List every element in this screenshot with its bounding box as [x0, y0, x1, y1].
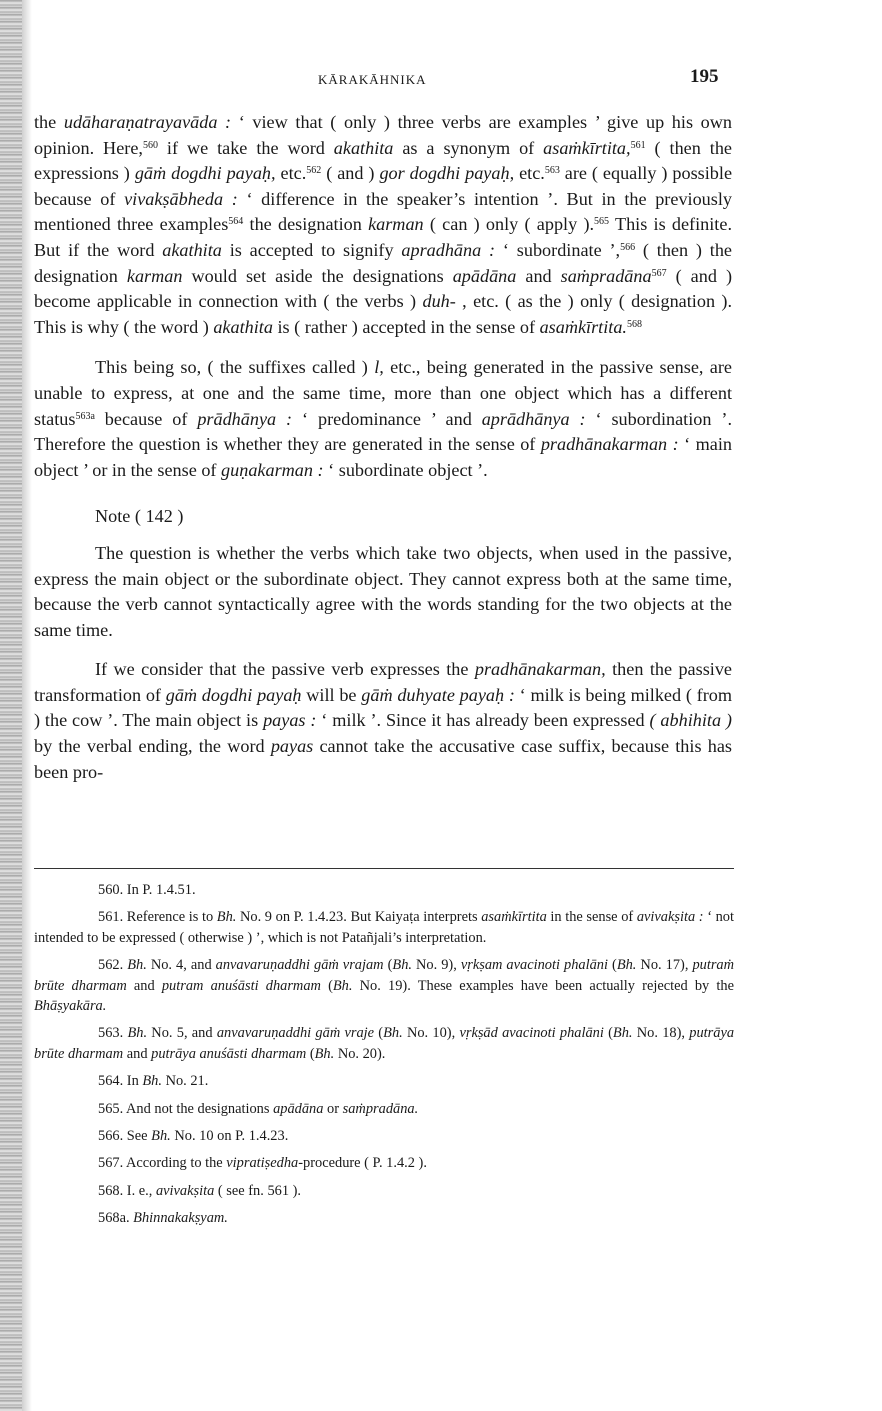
- text-run: -procedure ( P. 1.4.2 ).: [298, 1155, 427, 1172]
- footnote: [34, 1126, 734, 1146]
- italic-term: Bh.: [142, 1073, 162, 1090]
- text-run: is ( rather ) accepted in the sense of: [272, 316, 540, 337]
- italic-term: asaṁkīrtita.: [539, 316, 627, 337]
- text-run: 568a.: [98, 1210, 134, 1227]
- text-run: ( and ) become applicable in connection with ( the verbs ): [34, 265, 732, 312]
- footnote-ref: 567: [651, 267, 667, 279]
- text-run: in the sense of: [546, 909, 637, 926]
- footnote-ref: 560: [142, 139, 158, 151]
- text-run: ‘ subordinate object ’.: [323, 459, 488, 480]
- text-run: and: [126, 977, 162, 994]
- text-run: and: [123, 1045, 152, 1062]
- italic-term: Bh.: [332, 977, 353, 994]
- text-run: ( then the expressions ): [34, 137, 732, 184]
- paragraph-1: [34, 110, 732, 340]
- note-heading: Note ( 142 ): [95, 506, 184, 527]
- footnote: [34, 1208, 734, 1228]
- italic-term: saṁpradāna.: [342, 1100, 419, 1117]
- italic-term: pradhānakarman :: [540, 434, 679, 455]
- text-run: No. 10),: [402, 1025, 460, 1042]
- footnote: [34, 880, 734, 900]
- text-run: ( then ) the designation: [34, 239, 732, 286]
- italic-term: karman: [368, 214, 424, 235]
- text-run: ( see fn. 561 ).: [214, 1182, 302, 1199]
- italic-term: putraṁ brūte dharmam: [34, 957, 735, 994]
- footnote-ref: 563: [544, 165, 560, 177]
- italic-term: payas: [270, 736, 314, 757]
- text-run: (: [607, 957, 617, 974]
- italic-term: saṁpradāna: [560, 265, 652, 286]
- text-run: The question is whether the verbs which take two objects, when used in the passive, express the main object or the subordinate object. They cannot express both at the same time, because the verb cannot syntactically agree with the words standing for the two objects at the same time.: [34, 542, 732, 640]
- italic-term: prādhānya :: [197, 408, 293, 429]
- footnote: [34, 1099, 734, 1119]
- main-text: [34, 110, 732, 785]
- footnote-ref: 566: [620, 241, 636, 253]
- text-run: No. 4, and: [146, 957, 216, 974]
- italic-term: udāharaṇatrayavāda :: [63, 112, 232, 132]
- text-run: No. 5, and: [147, 1025, 217, 1042]
- text-run: ‘ difference in the speaker’s intention ’. But in the previously mentioned three examples: [34, 188, 732, 235]
- footnote-divider: [34, 868, 734, 869]
- footnotes: [34, 880, 734, 1236]
- italic-term: Bh.: [127, 957, 147, 974]
- italic-term: vṛkṣād avacinoti phalāni: [459, 1025, 604, 1042]
- page-header: [0, 66, 882, 96]
- italic-term: Bh.: [383, 1025, 403, 1042]
- page-number: 195: [690, 66, 719, 87]
- italic-term: asaṁkīrtita,: [543, 137, 631, 158]
- text-run: 564. In: [98, 1073, 143, 1090]
- text-run: then the passive transformation of: [34, 659, 732, 705]
- text-run: the: [34, 112, 64, 132]
- paragraph-4: [34, 657, 732, 785]
- text-run: are ( equally ) possible because of: [34, 163, 733, 209]
- footnote-ref: 565: [594, 216, 610, 228]
- text-run: This is definite. But if the word: [34, 214, 732, 260]
- italic-term: anvavaruṇaddhi gāṁ vrajam: [215, 957, 384, 974]
- text-run: cannot take the accusative case suffix, because this has been pro-: [34, 736, 732, 782]
- text-run: 567. According to the: [98, 1155, 227, 1172]
- italic-term: gor dogdhi payaḥ,: [379, 163, 515, 184]
- italic-term: ( abhihita ): [649, 710, 732, 731]
- text-run: 560. In P. 1.4.51.: [98, 882, 196, 898]
- italic-term: apādāna: [452, 265, 517, 286]
- text-run: etc.: [514, 163, 545, 184]
- text-run: No. 10 on P. 1.4.23.: [170, 1128, 289, 1145]
- footnote: [34, 907, 734, 948]
- text-run: This being so, ( the suffixes called ): [95, 357, 375, 378]
- italic-term: gāṁ dogdhi payaḥ,: [134, 163, 276, 184]
- text-run: No. 20).: [334, 1045, 386, 1062]
- italic-term: duh-: [422, 291, 456, 312]
- text-run: ( and ): [321, 163, 380, 184]
- italic-term: Bhinnakakṣyam.: [133, 1210, 228, 1227]
- italic-term: pradhānakarman,: [474, 659, 606, 680]
- footnote-ref: 561: [630, 139, 646, 151]
- italic-term: akathita: [162, 239, 222, 260]
- italic-term: apādāna: [273, 1100, 324, 1117]
- text-run: is accepted to signify: [221, 239, 402, 260]
- text-run: ‘ subordination ’. Therefore the question is whether they are generated in the sense of: [34, 408, 732, 455]
- footnote-ref: 562: [306, 165, 322, 177]
- footnote: [34, 955, 734, 1016]
- text-run: No. 19). These examples have been actually rejected by the: [352, 977, 734, 994]
- italic-term: vṛkṣam avacinoti phalāni: [460, 957, 608, 974]
- text-run: 565. And not the designations: [98, 1100, 274, 1117]
- italic-term: Bh.: [216, 909, 237, 926]
- italic-term: gāṁ duhyate payaḥ :: [361, 684, 515, 705]
- footnote-ref: 568: [626, 318, 642, 330]
- text-run: No. 18),: [632, 1025, 690, 1042]
- italic-term: payas :: [263, 710, 317, 731]
- text-run: No. 9 on P. 1.4.23. But Kaiyaṭa interprets: [236, 909, 482, 926]
- italic-term: akathita: [333, 137, 394, 158]
- text-run: as a synonym of: [393, 137, 544, 158]
- text-run: 561. Reference is to: [98, 909, 217, 926]
- text-run: ‘ subordinate ’,: [495, 239, 621, 260]
- text-run: 566. See: [98, 1128, 152, 1145]
- italic-term: putram anuśāsti dharmam: [161, 977, 321, 994]
- text-run: ‘ milk is being milked ( from ) the cow ’. The main object is: [34, 684, 733, 731]
- italic-term: Bhāṣyakāra.: [34, 998, 107, 1015]
- text-run: No. 9),: [412, 957, 461, 974]
- text-run: (: [320, 977, 333, 994]
- italic-term: akathita: [213, 316, 273, 337]
- text-run: If we consider that the passive verb expresses the: [95, 659, 475, 680]
- footnote-ref: 563a: [75, 410, 95, 422]
- italic-term: karman: [126, 265, 183, 286]
- text-run: ‘ predominance ’ and: [292, 408, 482, 429]
- italic-term: Bh.: [314, 1045, 335, 1062]
- footnote: [34, 1153, 734, 1173]
- text-run: (: [383, 957, 393, 974]
- italic-term: guṇakarman :: [221, 459, 324, 480]
- italic-term: l,: [374, 357, 384, 378]
- italic-term: avivakṣita :: [636, 909, 704, 926]
- footnote: [34, 1181, 734, 1201]
- text-run: because of: [94, 408, 198, 429]
- text-run: 563.: [98, 1025, 128, 1042]
- italic-term: Bh.: [151, 1128, 171, 1145]
- scan-edge-fade: [22, 0, 32, 1411]
- text-run: (: [374, 1025, 384, 1042]
- italic-term: avivakṣita: [155, 1182, 215, 1199]
- italic-term: apradhāna :: [401, 239, 496, 260]
- text-run: (: [603, 1025, 613, 1042]
- italic-term: asaṁkīrtita: [481, 909, 547, 926]
- italic-term: Bh.: [616, 957, 637, 974]
- footnote: [34, 1023, 734, 1064]
- text-run: the designation: [243, 214, 369, 235]
- text-run: ‘ milk ’. Since it has already been expressed: [316, 710, 650, 731]
- text-run: ‘ view that ( only ) three verbs are examples ’ give up his own opinion. Here,: [34, 112, 732, 158]
- text-run: ‘ not intended to be expressed ( otherwise ) ’, which is not Patañjali’s interpretation.: [34, 909, 735, 946]
- text-run: or: [323, 1100, 343, 1117]
- italic-term: vipratiṣedha: [226, 1155, 299, 1172]
- text-run: , etc. ( as the ) only ( designation ). This is why ( the word ): [34, 291, 732, 337]
- scan-edge-shadow: [0, 0, 22, 1411]
- text-run: 562.: [98, 957, 128, 974]
- italic-term: putrāya brūte dharmam: [34, 1025, 735, 1062]
- text-run: No. 21.: [161, 1073, 209, 1090]
- italic-term: Bh.: [392, 957, 412, 974]
- text-run: 568. I. e.,: [98, 1182, 156, 1199]
- text-run: etc., being generated in the passive sense, are unable to express, at one and the same time, more than one object which has a different status: [34, 357, 732, 429]
- paragraph-2: [34, 355, 732, 483]
- paragraph-3: [34, 541, 732, 643]
- italic-term: gāṁ dogdhi payaḥ: [165, 684, 302, 705]
- text-run: and: [516, 265, 561, 286]
- italic-term: anvavaruṇaddhi gāṁ vraje: [216, 1025, 375, 1042]
- italic-term: putrāya anuśāsti dharmam: [151, 1045, 307, 1062]
- italic-term: aprādhānya :: [481, 408, 586, 429]
- footnote-ref: 564: [228, 216, 244, 228]
- text-run: (: [306, 1045, 315, 1062]
- text-run: etc.: [275, 163, 307, 184]
- running-head: KĀRAKĀHNIKA: [318, 72, 427, 87]
- text-run: would set aside the designations: [182, 265, 453, 286]
- text-run: No. 17),: [636, 957, 693, 974]
- italic-term: Bh.: [127, 1025, 148, 1042]
- italic-term: Bh.: [612, 1025, 633, 1042]
- footnote: [34, 1071, 734, 1091]
- italic-term: vivakṣābheda :: [124, 188, 238, 209]
- text-run: ‘ main object ’ or in the sense of: [34, 434, 732, 480]
- text-run: if we take the word: [157, 137, 334, 158]
- text-run: ( can ) only ( apply ).: [423, 214, 595, 235]
- text-run: will be: [301, 684, 362, 705]
- text-run: by the verbal ending, the word: [34, 736, 271, 757]
